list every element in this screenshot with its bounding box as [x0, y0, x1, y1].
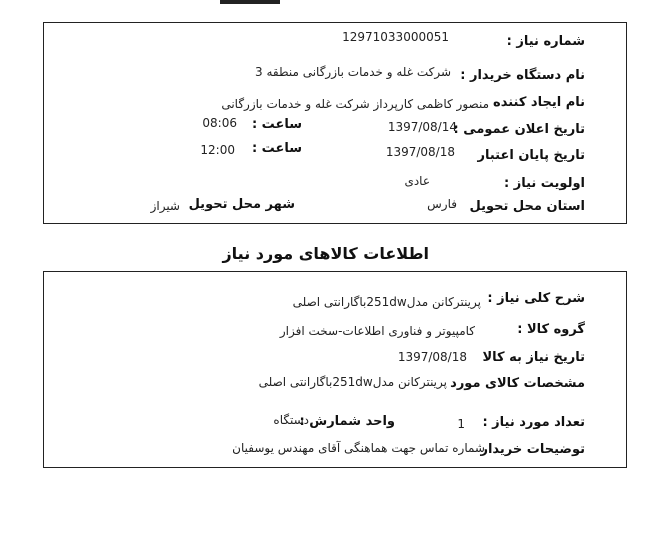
- creator-value: منصور کاظمی کارپرداز شرکت غله و خدمات بازرگانی: [221, 97, 489, 111]
- priority-value: عادی: [404, 174, 430, 188]
- announce-time-value: 08:06: [202, 116, 237, 130]
- buyer-notes-label: توضیحات خریدار: [480, 442, 585, 457]
- buyer-org-value: شرکت غله و خدمات بازرگانی منطقه 3: [255, 65, 451, 79]
- unit-label: واحد شمارش :: [299, 414, 395, 429]
- need-number-label: شماره نیاز :: [506, 34, 585, 49]
- quantity-value: 1: [457, 417, 465, 431]
- city-value: شیراز: [150, 199, 180, 213]
- announce-date-value: 1397/08/14: [387, 120, 457, 134]
- quantity-label: تعداد مورد نیاز :: [482, 415, 585, 430]
- validity-time-value: 12:00: [200, 143, 235, 157]
- specs-label: مشخصات کالای مورد: [450, 376, 585, 391]
- section-title-goods: اطلاعات کالاهای مورد نیاز: [222, 244, 429, 263]
- buyer-org-label: نام دستگاه خریدار :: [460, 68, 585, 83]
- priority-label: اولویت نیاز :: [503, 176, 585, 191]
- province-label: استان محل تحویل: [469, 199, 585, 214]
- need-date-value: 1397/08/18: [397, 350, 467, 364]
- city-label: شهر محل تحویل: [188, 197, 295, 212]
- creator-label: نام ایجاد کننده: [493, 95, 585, 110]
- general-desc-value: پرینترکانن مدل251dwباگارانتی اصلی: [292, 295, 481, 309]
- validity-time-label: ساعت :: [251, 141, 302, 156]
- goods-group-value: کامپیوتر و فناوری اطلاعات-سخت افزار: [279, 324, 475, 338]
- buyer-notes-value: شماره تماس جهت هماهنگی آقای مهندس یوسفیان: [232, 441, 485, 455]
- goods-group-label: گروه کالا :: [517, 322, 585, 337]
- unit-value: دستگاه: [273, 413, 309, 427]
- announce-time-label: ساعت :: [251, 117, 302, 132]
- top-edge-bar: [220, 0, 280, 4]
- validity-date-value: 1397/08/18: [385, 145, 455, 159]
- need-date-label: تاریخ نیاز به کالا: [482, 350, 585, 365]
- announce-date-label: تاریخ اعلان عمومی :: [453, 122, 585, 137]
- general-desc-label: شرح کلی نیاز :: [487, 291, 585, 306]
- province-value: فارس: [427, 197, 457, 211]
- validity-date-label: تاریخ پایان اعتبار: [477, 148, 585, 163]
- specs-value: پرینترکانن مدل251dwباگارانتی اصلی: [258, 375, 447, 389]
- need-number-value: 12971033000051: [342, 30, 449, 44]
